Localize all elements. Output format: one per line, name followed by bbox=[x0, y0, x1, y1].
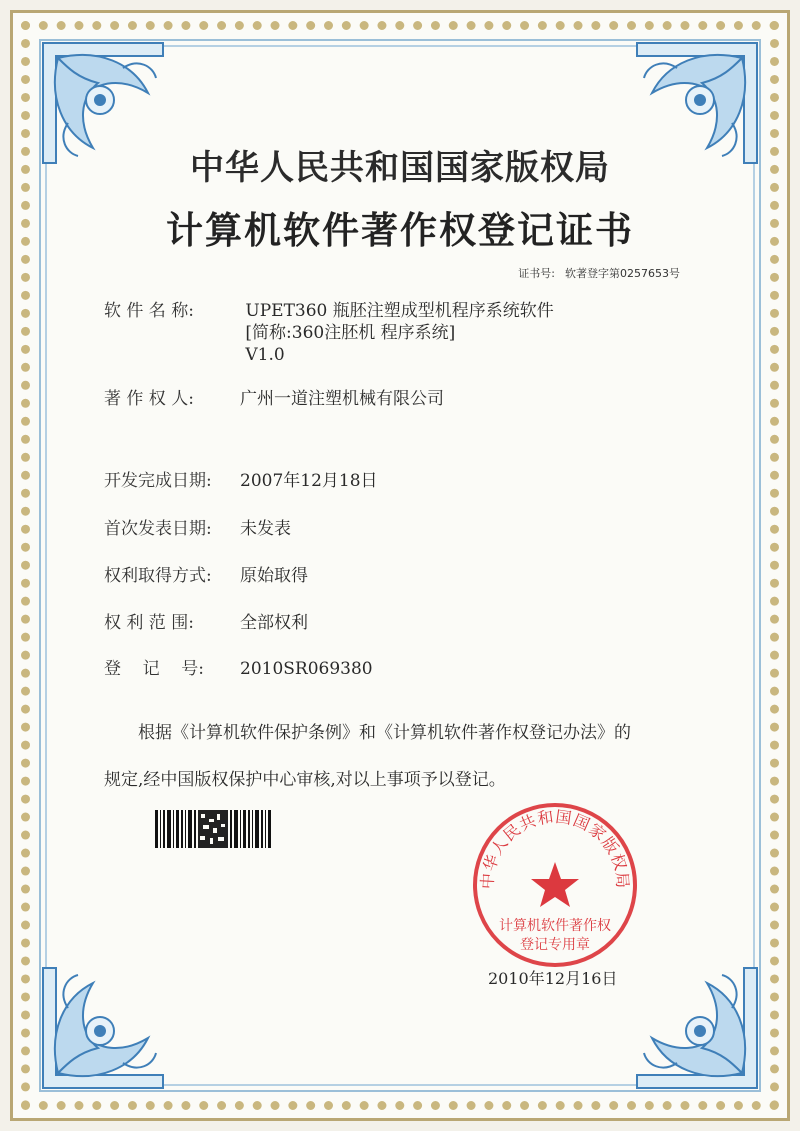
seal-inner-line-1: 计算机软件著作权 bbox=[499, 918, 611, 934]
software-name-value bbox=[245, 300, 553, 366]
rights-scope-field bbox=[104, 612, 308, 634]
registration-number-label: 登 记 号: bbox=[104, 659, 204, 679]
completion-date-value: 2007年12月18日 bbox=[240, 471, 378, 491]
certificate-number bbox=[508, 265, 680, 281]
registration-number-field bbox=[104, 658, 373, 680]
barcode-image bbox=[155, 810, 273, 848]
completion-date-field bbox=[104, 470, 378, 492]
seal-ring-text: 中华人民共和国国家版权局 bbox=[477, 806, 633, 890]
statement-line-1: 根据《计算机软件保护条例》和《计算机软件著作权登记办法》的 bbox=[138, 723, 631, 743]
completion-date-label: 开发完成日期: bbox=[104, 471, 212, 491]
software-name-line-2: [简称:360注胚机 程序系统] bbox=[245, 323, 456, 343]
issuer-title: 中华人民共和国国家版权局 bbox=[190, 148, 610, 188]
first-publication-label: 首次发表日期: bbox=[104, 519, 212, 539]
copyright-owner-label: 著 作 权 人: bbox=[104, 389, 194, 409]
software-name-line-3: V1.0 bbox=[245, 345, 285, 365]
corner-ornament-bottom-right bbox=[632, 963, 762, 1093]
copyright-owner-field bbox=[104, 388, 444, 410]
statement-line-2: 规定,经中国版权保护中心审核,对以上事项予以登记。 bbox=[104, 770, 506, 790]
issue-date: 2010年12月16日 bbox=[488, 969, 618, 988]
registration-number-value: 2010SR069380 bbox=[240, 659, 373, 679]
rights-scope-label: 权 利 范 围: bbox=[104, 613, 194, 633]
official-seal bbox=[470, 800, 640, 970]
acquisition-method-field bbox=[104, 565, 308, 587]
corner-ornament-bottom-left bbox=[38, 963, 168, 1093]
acquisition-method-value: 原始取得 bbox=[240, 566, 308, 586]
first-publication-value: 未发表 bbox=[240, 519, 291, 539]
first-publication-field bbox=[104, 518, 291, 540]
copyright-owner-value: 广州一道注塑机械有限公司 bbox=[240, 389, 444, 409]
certificate-number-value: 软著登字第0257653号 bbox=[565, 267, 680, 280]
acquisition-method-label: 权利取得方式: bbox=[104, 566, 212, 586]
certificate-number-label: 证书号: bbox=[518, 267, 555, 280]
software-name-line-1: UPET360 瓶胚注塑成型机程序系统软件 bbox=[245, 301, 554, 321]
rights-scope-value: 全部权利 bbox=[240, 613, 308, 633]
software-name-field bbox=[104, 300, 554, 366]
software-name-label: 软 件 名 称: bbox=[104, 301, 194, 321]
certificate-title: 计算机软件著作权登记证书 bbox=[166, 209, 634, 252]
seal-inner-line-2: 登记专用章 bbox=[520, 937, 590, 953]
